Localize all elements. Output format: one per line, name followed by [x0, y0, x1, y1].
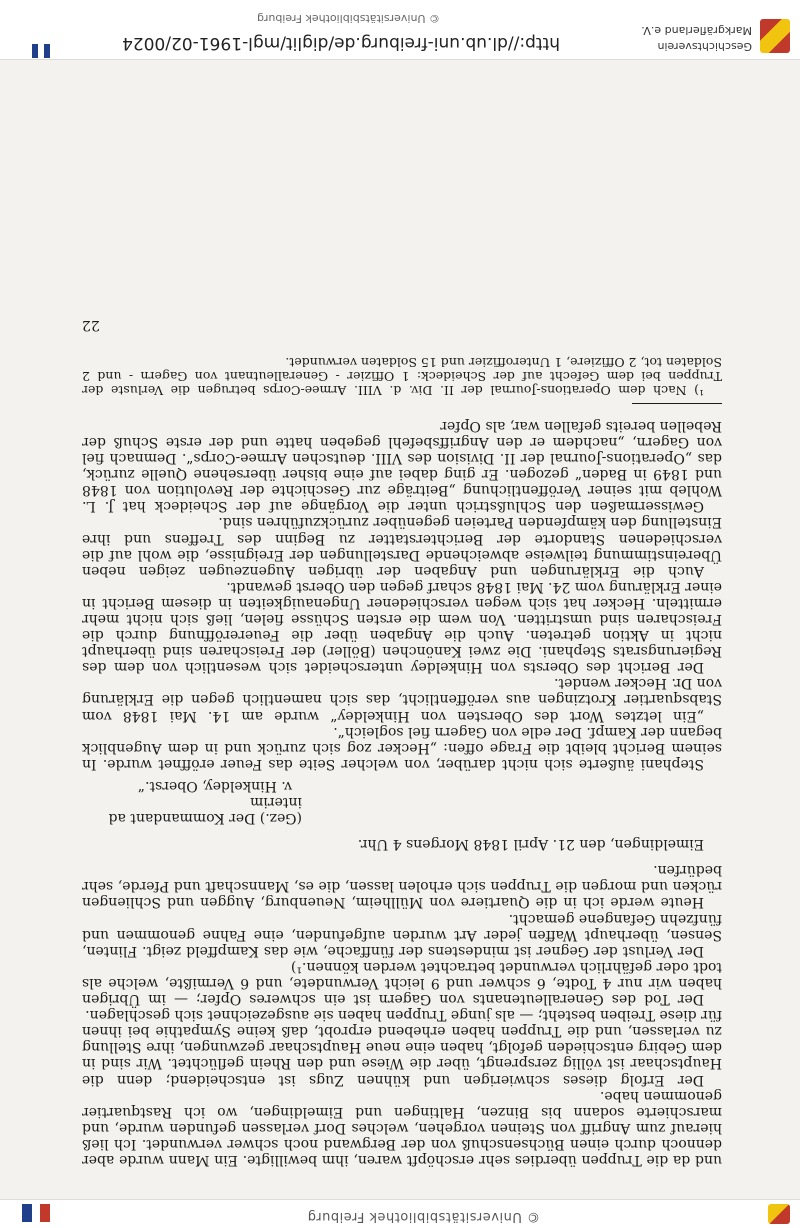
paragraph: Der Erfolg dieses schwierigen und kühnen Zugs ist entscheidend; denn die Hauptschaar ist völlig zersprengt, über die Wiese und den Rhein geflüchtet. Wir sind in dem Gebirg entschieden gefolgt, haben eine neue Hauptschaar gezwungen, ihre Stellung zu verlassen, und die Truppen haben erhebend erprobt, daß keine Sympathie bei ihnen für diese Treiben besteht; — als junge Truppen haben sie ausgezeichnet sich geschlagen.: [82, 1007, 722, 1088]
paragraph: Gewissermaßen den Schlußstrich unter die Vorgänge auf der Scheideck hat J. L. Wohleb mit seiner Veröffentlichung „Beiträge zur Geschichte der Revolution von 1848 und 1849 in Baden“ gezogen. Er ging dabei auf eine bisher übersehene Quelle zurück, das „Operations-Journal der II. Division des VIII. deutschen Armee-Corps“. Demnach fiel von Gagern, „nachdem er den Angriffsbefehl gegeben hatte und der erste Schuß der Rebellen bereits gefallen war, als Opfer: [82, 417, 722, 515]
paragraph: Der Tod des Generalleutenants von Gagern ist ein schweres Opfer; — im Übrigen haben wir nur 4 Todte, 6 schwer und 9 leicht Verwundete, und 6 Vermißte, welche als todt oder gefährlich verwundet betrachtet werden können.¹): [82, 958, 722, 1008]
footnote-rule: [632, 403, 722, 404]
library-credit: © Universitätsbibliothek Freiburg: [307, 1209, 540, 1224]
library-credit-footer: © Universitätsbibliothek Freiburg: [257, 12, 440, 25]
paragraph: Auch die Erklärungen und Angaben der übrigen Augenzeugen zeigen neben Übereinstimmung teilweise abweichende Darstellungen der Ereignisse, die wohl auf die verschiedenen Standorte der Berichterstatter zu Beginn des Treffens und ihre Einstellung den kämpfenden Parteien gegenüber zurückzuführen sind.: [82, 514, 722, 579]
logo-icon-2: [22, 1204, 32, 1222]
page-number: 22: [82, 316, 100, 333]
signature-name: v. Hinkeldey, Oberst.“: [137, 777, 292, 794]
crest-icon: [768, 1204, 790, 1224]
paragraph: „Ein letztes Wort des Obersten von Hinkeldey“ wurde am 14. Mai 1848 vom Stabsquartier Krotzingen aus veröffentlicht, das sich namentlich gegen die Erklärung von Dr. Hecker wendet.: [82, 675, 722, 724]
document-body: [82, 317, 722, 1168]
paragraph: Der Verlust der Gegner ist mindestens der fünffache, wie das Kampffeld zeigt. Flinten, Sensen, überhaupt Waffen jeder Art wurden aufgefunden, eine Fahne genommen und fünfzehn Gefangene gemacht.: [82, 910, 722, 959]
paragraph: Heute werde ich in die Quartiere von Müllheim, Neuenburg, Auggen und Schliengen rücken und morgen die Truppen sich erholen lassen, die es, Mannschaft und Pferde, sehr bedürfen.: [82, 862, 722, 911]
signature-place: Eimeldingen, den 21. April 1848 Morgens 4 Uhr.: [357, 836, 704, 853]
url-bar: [0, 0, 800, 60]
society-name-2: Markgräflerland e.V.: [641, 24, 752, 37]
logo-icon: [40, 1204, 50, 1222]
footnote: ¹) Nach dem Operations-Journal der II. Div. d. VIII. Armee-Corps betrugen die Verluste der Truppen bei dem Gefecht auf der Scheideck: 1 Offizier - Generalleutnant von Gagern - und 2 Soldaten tot, 2 Offiziere, 1 Unteroffizier und 15 Soldaten verwundet.: [82, 354, 722, 398]
document-url[interactable]: http://dl.ub.uni-freiburg.de/diglit/mgl-1961-02/0024: [122, 33, 560, 53]
society-crest-icon: [760, 19, 790, 53]
paragraph: Stephani äußerte sich nicht darüber, von welcher Seite das Feuer eröffnet wurde. In seinem Bericht bleibt die Frage offen: „Hecker zog sich zurück und in dem Augenblick begann der Kampf. Der edle von Gagern fiel sogleich“.: [82, 723, 722, 772]
header-bar: [0, 1199, 800, 1228]
signature-block: [82, 778, 722, 852]
kit-logo-icon: [10, 45, 50, 59]
paragraph: und da die Truppen überdies sehr erschöpft waren, ihm bewilligte. Ein Mann wurde aber dennoch durch einen Büchsenschuß von der Bergwand noch schwer verwundet. Ich ließ hierauf zum Angriff von Steinen vorgehen, welches Dorf verlassen gefunden wurde, und marschierte sodann bis Binzen, Haltingen und Eimeldingen, wo ich Rastquartier genommen habe.: [82, 1087, 722, 1168]
society-name: Geschichtsverein: [657, 40, 752, 53]
paragraph: Der Bericht des Obersts von Hinkeldey unterscheidet sich wesentlich von dem des Regierungsrats Stephani. Die zwei Kanönchen (Böller) der Freischaren sind überhaupt nicht in Aktion getreten. Auch die Angaben über die Feuereröffnung durch die Freischaren sind umstritten. Von wem die ersten Schüsse fielen, ließ sich nicht mehr ermitteln. Hecker hat sich wegen verschiedener Ungenauigkeiten in diesem Bericht in einer Erklärung vom 24. Mai 1848 scharf gegen den Oberst gewandt.: [82, 578, 722, 676]
signature-line: (Gez.) Der Kommandant ad interim: [108, 794, 302, 827]
